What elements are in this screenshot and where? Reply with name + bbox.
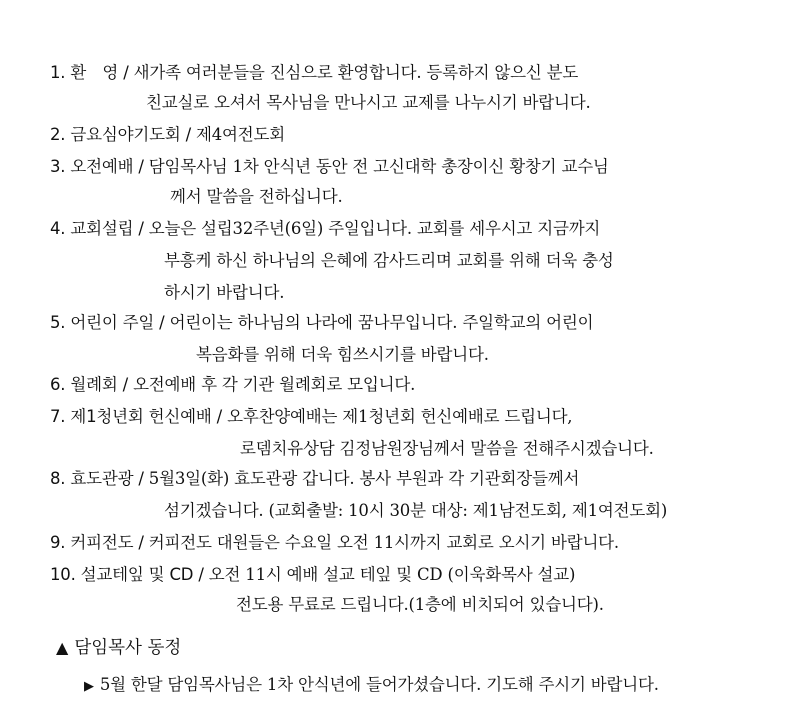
triangle-right-icon: ▶ [84, 679, 94, 694]
announcement-item-5 [50, 312, 593, 334]
item-text: 오전예배 후 각 기관 월례회로 모입니다. [133, 375, 416, 394]
section-item [84, 674, 659, 698]
item-label: 4. 교회설립 / [50, 219, 149, 238]
section-item-text: 5월 한달 담임목사님은 1차 안식년에 들어가셨습니다. 기도해 주시기 바랍니다. [99, 675, 659, 694]
item-text: 어린이는 하나님의 나라에 꿈나무입니다. 주일학교의 어린이 [169, 313, 594, 332]
item-text: 제4여전도회 [196, 125, 286, 144]
item-continuation: 께서 말씀을 전하십니다. [170, 187, 343, 206]
section-heading [56, 636, 181, 660]
item-text: 오후찬양예배는 제1청년회 헌신예배로 드립니다, [227, 407, 573, 426]
announcement-item-4 [50, 218, 600, 240]
section-title: 담임목사 동정 [74, 638, 182, 658]
item-label: 6. 월례회 / [50, 375, 134, 394]
item-label: 8. 효도관광 / [50, 469, 149, 488]
item-label: 3. 오전예배 / [50, 157, 149, 176]
announcement-item-6 [50, 374, 415, 396]
item-continuation: 하시기 바랍니다. [164, 283, 285, 302]
item-label: 10. 설교테잎 및 CD / [50, 565, 209, 584]
item-label: 1. 환 영 / [50, 63, 134, 82]
item-text: 오전 11시 예배 설교 테잎 및 CD (이욱화목사 설교) [208, 565, 576, 584]
announcement-item-3 [50, 156, 609, 178]
announcement-item-10 [50, 564, 575, 586]
item-text: 커피전도 대원들은 수요일 오전 11시까지 교회로 오시기 바랍니다. [148, 533, 619, 552]
announcement-item-9 [50, 532, 619, 554]
item-continuation: 섬기겠습니다. (교회출발: 10시 30분 대상: 제1남전도회, 제1여전도회) [164, 501, 668, 520]
item-label: 9. 커피전도 / [50, 533, 149, 552]
item-label: 5. 어린이 주일 / [50, 313, 170, 332]
item-text: 5월3일(화) 효도관광 갑니다. 봉사 부원과 각 기관회장들께서 [148, 469, 580, 488]
triangle-up-icon: ▲ [56, 638, 69, 657]
announcement-item-8 [50, 468, 579, 490]
announcement-item-7 [50, 406, 572, 428]
item-continuation: 복음화를 위해 더욱 힘쓰시기를 바랍니다. [196, 345, 489, 364]
item-continuation: 로뎀치유상담 김정남원장님께서 말씀을 전해주시겠습니다. [240, 439, 654, 458]
announcement-item-2 [50, 124, 285, 146]
item-text: 새가족 여러분들을 진심으로 환영합니다. 등록하지 않으신 분도 [133, 63, 579, 82]
announcement-item-1 [50, 62, 578, 84]
item-label: 7. 제1청년회 헌신예배 / [50, 407, 228, 426]
item-text: 담임목사님 1차 안식년 동안 전 고신대학 총장이신 황창기 교수님 [148, 157, 609, 176]
item-text: 오늘은 설립32주년(6일) 주일입니다. 교회를 세우시고 지금까지 [148, 219, 601, 238]
item-continuation: 전도용 무료로 드립니다.(1층에 비치되어 있습니다). [236, 595, 604, 614]
item-continuation: 부흥케 하신 하나님의 은혜에 감사드리며 교회를 위해 더욱 충성 [164, 251, 614, 270]
item-label: 2. 금요심야기도회 / [50, 125, 197, 144]
item-continuation: 친교실로 오셔서 목사님을 만나시고 교제를 나누시기 바랍니다. [146, 93, 591, 112]
